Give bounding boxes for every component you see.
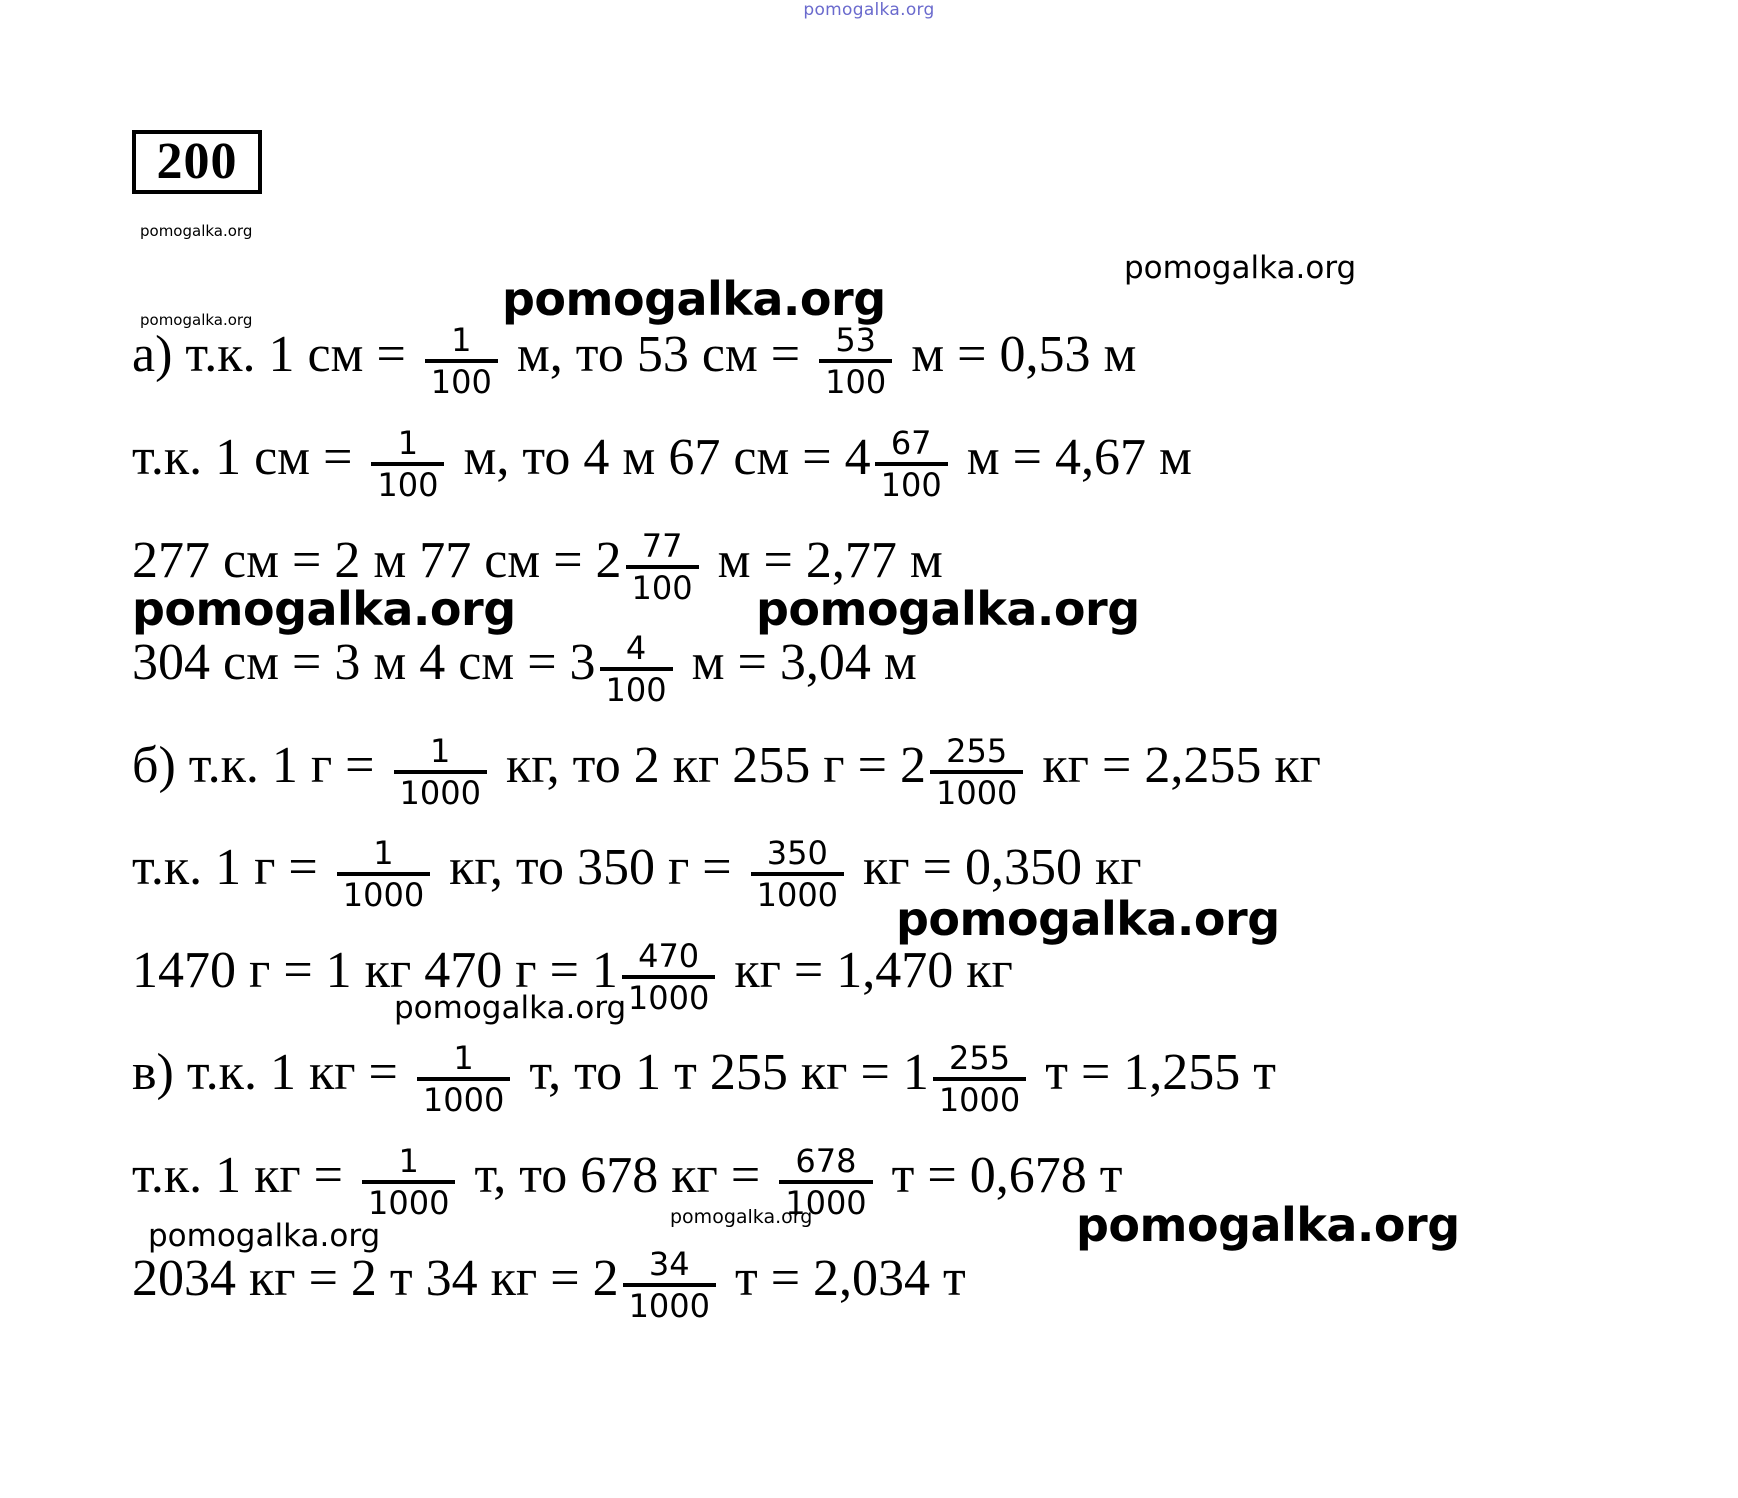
watermark: pomogalka.org	[670, 1206, 813, 1228]
line-text: кг = 2,255 кг	[1029, 737, 1321, 794]
denominator: 100	[819, 359, 892, 401]
whole-part: 2	[592, 1250, 619, 1307]
denominator: 1000	[417, 1077, 510, 1119]
numerator: 67	[890, 424, 932, 462]
watermark: pomogalka.org	[140, 222, 253, 240]
line-text: т.к. 1 кг =	[132, 1147, 356, 1204]
line-text: 2034 кг = 2 т 34 кг =	[132, 1250, 593, 1307]
fraction	[933, 1039, 1026, 1119]
denominator: 1000	[779, 1180, 872, 1222]
denominator: 100	[626, 565, 699, 607]
denominator: 1000	[930, 770, 1023, 812]
denominator: 1000	[394, 770, 487, 812]
line-text: м, то 53 см =	[503, 326, 814, 383]
whole-part: 4	[844, 429, 871, 486]
line-text: м = 2,77 м	[704, 532, 943, 589]
numerator: 350	[766, 834, 828, 872]
line-text: м = 3,04 м	[678, 634, 917, 691]
solution-line	[132, 1245, 966, 1325]
numerator: 1	[453, 1039, 474, 1077]
numerator: 1	[430, 732, 451, 770]
line-text: м, то 4 м 67 см =	[450, 429, 845, 486]
watermark: pomogalka.org	[1124, 250, 1357, 286]
numerator: 53	[835, 321, 877, 359]
line-text: а) т.к. 1 см =	[132, 326, 419, 383]
line-text: т = 2,034 т	[722, 1250, 966, 1307]
denominator: 100	[371, 462, 444, 504]
numerator: 77	[641, 527, 683, 565]
watermark: pomogalka.org	[148, 1218, 381, 1254]
denominator: 100	[600, 667, 673, 709]
fraction	[819, 321, 892, 401]
fraction	[779, 1142, 872, 1222]
solution-line	[132, 1039, 1277, 1119]
denominator: 1000	[622, 975, 715, 1017]
line-text: кг, то 2 кг 255 г =	[492, 737, 900, 794]
line-text: т.к. 1 см =	[132, 429, 366, 486]
numerator: 1	[373, 834, 394, 872]
solution-line	[132, 527, 943, 607]
whole-part: 2	[899, 737, 926, 794]
denominator: 1000	[623, 1283, 716, 1325]
numerator: 678	[795, 1142, 857, 1180]
solution-line	[132, 424, 1192, 504]
fraction	[394, 732, 487, 812]
solution-line	[132, 629, 917, 709]
line-text: б) т.к. 1 г =	[132, 737, 388, 794]
site-link[interactable]: pomogalka.org	[803, 0, 935, 20]
line-text: в) т.к. 1 кг =	[132, 1044, 411, 1101]
denominator: 100	[875, 462, 948, 504]
line-text: т = 0,678 т	[878, 1147, 1123, 1204]
line-text: кг = 0,350 кг	[850, 839, 1142, 896]
line-text: м = 4,67 м	[953, 429, 1192, 486]
whole-part: 1	[591, 942, 618, 999]
numerator: 1	[398, 1142, 419, 1180]
watermark: pomogalka.org	[502, 272, 886, 326]
line-text: м = 0,53 м	[898, 326, 1137, 383]
solution-line	[132, 834, 1142, 914]
whole-part: 3	[569, 634, 596, 691]
numerator: 1	[451, 321, 472, 359]
fraction	[417, 1039, 510, 1119]
fraction	[875, 424, 948, 504]
whole-part: 1	[902, 1044, 929, 1101]
watermark: pomogalka.org	[394, 990, 627, 1026]
fraction	[622, 937, 715, 1017]
line-text: 304 см = 3 м 4 см =	[132, 634, 570, 691]
numerator: 34	[648, 1245, 690, 1283]
fraction	[425, 321, 498, 401]
watermark: pomogalka.org	[896, 892, 1280, 946]
solution-line	[132, 321, 1137, 401]
watermark: pomogalka.org	[132, 582, 516, 636]
watermark: pomogalka.org	[140, 311, 253, 329]
line-text: 277 см = 2 м 77 см =	[132, 532, 596, 589]
fraction	[930, 732, 1023, 812]
denominator: 1000	[362, 1180, 455, 1222]
fraction	[751, 834, 844, 914]
numerator: 4	[625, 629, 647, 667]
fraction	[362, 1142, 455, 1222]
solution-line	[132, 732, 1321, 812]
line-text: т = 1,255 т	[1032, 1044, 1277, 1101]
line-text: т.к. 1 г =	[132, 839, 331, 896]
fraction	[337, 834, 430, 914]
denominator: 100	[425, 359, 498, 401]
line-text: т, то 678 кг =	[461, 1147, 774, 1204]
denominator: 1000	[337, 872, 430, 914]
line-text: 1470 г = 1 кг 470 г =	[132, 942, 592, 999]
line-text: кг, то 350 г =	[436, 839, 745, 896]
problem-number: 200	[132, 130, 262, 194]
fraction	[626, 527, 699, 607]
fraction	[371, 424, 444, 504]
fraction	[623, 1245, 716, 1325]
numerator: 255	[946, 732, 1008, 770]
numerator: 255	[948, 1039, 1011, 1077]
numerator: 1	[397, 424, 419, 462]
numerator: 470	[638, 937, 700, 975]
denominator: 1000	[933, 1077, 1026, 1119]
line-text: кг = 1,470 кг	[721, 942, 1013, 999]
whole-part: 2	[595, 532, 622, 589]
watermark: pomogalka.org	[1076, 1198, 1460, 1252]
watermark: pomogalka.org	[756, 582, 1140, 636]
line-text: т, то 1 т 255 кг =	[516, 1044, 903, 1101]
denominator: 1000	[751, 872, 844, 914]
fraction	[600, 629, 673, 709]
